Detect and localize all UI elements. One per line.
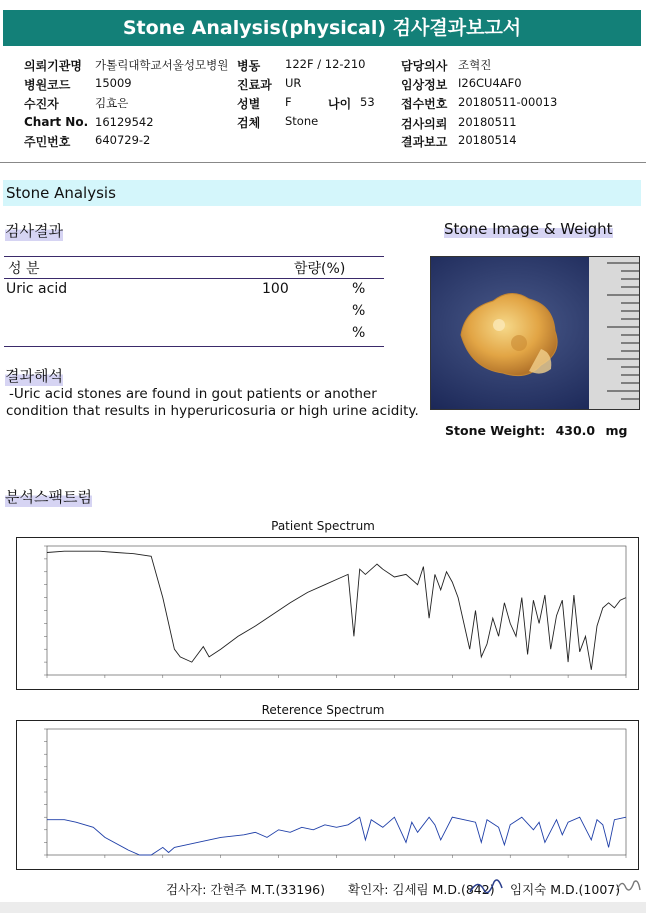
report-title: Stone Analysis(physical) 검사결과보고서: [3, 10, 641, 46]
doctor-label: 담당의사: [401, 59, 448, 73]
interpretation-line-1: -Uric acid stones are found in gout patients or another: [9, 386, 377, 402]
receipt-no-value: 20180511-00013: [458, 95, 558, 109]
signature-line: [0, 876, 646, 896]
table-top-line: [4, 256, 384, 257]
tester: 검사자: 간현주 M.T.(33196): [166, 882, 326, 897]
weight-label: Stone Weight:: [445, 423, 546, 438]
table-header-line: [4, 278, 384, 279]
bottom-band: [0, 902, 646, 913]
handwritten-signature-icon: [614, 874, 642, 898]
id-no-value: 640729-2: [95, 133, 151, 147]
confirmer-2: 임지숙 M.D.(1007): [510, 882, 621, 897]
row-component: Uric acid: [6, 281, 68, 297]
plot-frame: [47, 729, 626, 855]
reference-spectrum-svg: [17, 721, 638, 869]
specimen-value: Stone: [285, 114, 319, 128]
hospital-code-value: 15009: [95, 76, 132, 90]
spectrum-heading: 분석스팩트럼: [5, 488, 92, 506]
clinical-info-label: 임상정보: [401, 78, 448, 92]
weight-value: 430.0: [555, 423, 596, 438]
results-heading: 검사결과: [5, 222, 63, 240]
id-no-label: 주민번호: [24, 135, 71, 149]
patient-spectrum-svg: [17, 538, 638, 689]
confirmer: 확인자: 김세림 M.D.(842): [348, 882, 495, 897]
chart-no-label: Chart No.: [24, 115, 89, 129]
row-unit: %: [352, 325, 366, 341]
chart-no-value: 16129542: [95, 115, 154, 129]
request-org-label: 의뢰기관명: [24, 59, 82, 73]
sex-label: 성별: [237, 97, 261, 111]
section-title: Stone Analysis: [3, 180, 641, 206]
recipient-label: 수진자: [24, 97, 59, 111]
clinical-info-value: I26CU4AF0: [458, 76, 522, 90]
reference-spectrum-title: Reterence Spectrum: [261, 703, 385, 717]
receipt-no-label: 접수번호: [401, 97, 448, 111]
patient-spectrum-title: Patient Spectrum: [271, 519, 375, 533]
weight-unit: mg: [605, 423, 628, 438]
ward-value: 122F / 12-210: [285, 57, 366, 71]
image-heading: Stone Image & Weight: [444, 220, 613, 238]
divider: [0, 162, 646, 163]
interpretation-line-2: condition that results in hyperuricosuria or high urine acidity.: [6, 403, 419, 419]
col-content: 함량(%): [294, 261, 346, 277]
stone-weight: [445, 423, 627, 438]
dept-label: 진료과: [237, 78, 272, 92]
report-date-label: 결과보고: [401, 135, 448, 149]
interpretation-heading: 결과해석: [5, 367, 63, 385]
table-bottom-line: [4, 346, 384, 347]
patient-spectrum-chart: [16, 537, 639, 690]
dept-value: UR: [285, 76, 302, 90]
doctor-value: 조혁진: [458, 58, 492, 72]
ward-label: 병동: [237, 59, 261, 73]
test-request-label: 검사의뢰: [401, 117, 448, 131]
hospital-code-label: 병원코드: [24, 78, 71, 92]
test-request-value: 20180511: [458, 115, 517, 129]
request-org-value: 가톨릭대학교서울성모병원: [95, 58, 229, 72]
stone-image: [431, 257, 639, 409]
spectrum-line: [47, 551, 626, 670]
age-label: 나이: [328, 97, 352, 111]
row-unit: %: [352, 303, 366, 319]
col-component: 성 분: [8, 261, 40, 277]
signature-icon: [466, 874, 506, 900]
row-value: 100: [262, 281, 289, 297]
specimen-label: 검체: [237, 116, 261, 130]
recipient-value: 김효은: [95, 96, 129, 110]
stone-photo: [430, 256, 640, 410]
age-value: 53: [360, 95, 375, 109]
sex-value: F: [285, 95, 292, 109]
report-date-value: 20180514: [458, 133, 517, 147]
reference-spectrum-chart: [16, 720, 639, 870]
row-unit: %: [352, 281, 366, 297]
plot-frame: [47, 546, 626, 675]
spectrum-line: [47, 817, 626, 855]
